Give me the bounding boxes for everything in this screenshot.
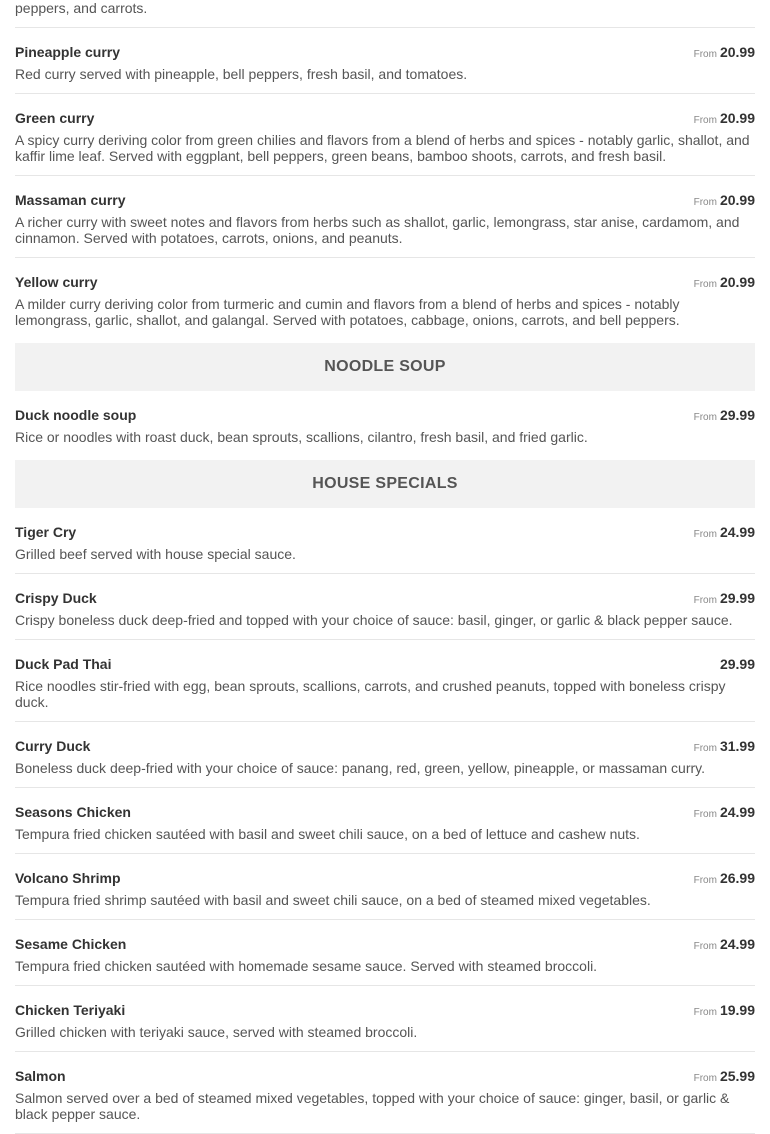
price-from-label: From [693, 809, 717, 820]
price-value: 20.99 [719, 274, 755, 290]
menu-item[interactable] [15, 788, 755, 854]
menu-item[interactable] [15, 258, 755, 343]
price-value: 25.99 [719, 1068, 755, 1084]
price-value: 24.99 [719, 804, 755, 820]
menu-item[interactable] [15, 722, 755, 788]
item-name: Duck noodle soup [15, 407, 137, 423]
item-price [694, 737, 755, 758]
item-description: peppers, and carrots. [15, 0, 148, 16]
price-from-label: From [693, 529, 717, 540]
item-price [717, 655, 755, 676]
price-from-label: From [693, 875, 717, 886]
item-name: Chicken Teriyaki [15, 1002, 126, 1018]
item-price [694, 589, 755, 610]
price-from-label: From [693, 743, 717, 754]
price-from-label: From [693, 115, 717, 126]
price-value: 31.99 [719, 738, 755, 754]
price-value: 19.99 [719, 1002, 755, 1018]
item-name: Green curry [15, 110, 95, 126]
menu-item[interactable] [15, 28, 755, 94]
item-name: Crispy Duck [15, 590, 97, 606]
item-name: Seasons Chicken [15, 804, 131, 820]
item-name: Duck Pad Thai [15, 656, 112, 672]
item-description: Boneless duck deep-fried with your choice of sauce: panang, red, green, yellow, pineapple, or massaman curry. [15, 760, 706, 776]
menu-item[interactable] [15, 854, 755, 920]
item-name: Sesame Chicken [15, 936, 127, 952]
menu-item[interactable] [15, 176, 755, 258]
item-price [694, 869, 755, 890]
menu-item[interactable] [15, 406, 755, 460]
menu-item[interactable] [15, 94, 755, 176]
item-price [694, 406, 755, 427]
item-description: Tempura fried chicken sautéed with homemade sesame sauce. Served with steamed broccoli. [15, 958, 598, 974]
item-price [694, 803, 755, 824]
price-from-label: From [693, 197, 717, 208]
price-value: 24.99 [719, 524, 755, 540]
item-price [694, 109, 755, 130]
item-description: Salmon served over a bed of steamed mixed vegetables, topped with your choice of sauce: ginger, basil, or garlic & black pepper sauce. [15, 1090, 730, 1122]
menu-list [15, 0, 755, 1134]
menu-item[interactable] [15, 523, 755, 574]
price-from-label: From [693, 49, 717, 60]
item-price [694, 191, 755, 212]
price-from-label: From [693, 279, 717, 290]
item-description: Grilled chicken with teriyaki sauce, served with steamed broccoli. [15, 1024, 418, 1040]
menu-section-curries [15, 0, 755, 343]
price-value: 29.99 [719, 656, 755, 672]
menu-section-noodle-soup [15, 343, 755, 460]
item-description: Tempura fried chicken sautéed with basil and sweet chili sauce, on a bed of lettuce and cashew nuts. [15, 826, 640, 842]
price-from-label: From [693, 1073, 717, 1084]
item-price [694, 1067, 755, 1088]
menu-item[interactable] [15, 0, 755, 28]
item-description: Rice noodles stir-fried with egg, bean sprouts, scallions, carrots, and crushed peanuts, topped with boneless crispy duck. [15, 678, 726, 710]
item-price [694, 1001, 755, 1022]
item-description: Red curry served with pineapple, bell peppers, fresh basil, and tomatoes. [15, 66, 468, 82]
item-name: Tiger Cry [15, 524, 77, 540]
item-name: Curry Duck [15, 738, 91, 754]
menu-item[interactable] [15, 986, 755, 1052]
section-heading: NOODLE SOUP [15, 343, 755, 391]
item-description: Rice or noodles with roast duck, bean sprouts, scallions, cilantro, fresh basil, and fried garlic. [15, 429, 588, 445]
item-price [694, 273, 755, 294]
item-description: A milder curry deriving color from turmeric and cumin and flavors from a blend of herbs and spices - notably lemongrass, garlic, shallot, and galangal. Served with potatoes, cabbage, onions, carrots, and bell peppers. [15, 296, 680, 328]
item-price [694, 935, 755, 956]
price-from-label: From [693, 595, 717, 606]
item-name: Yellow curry [15, 274, 98, 290]
price-value: 29.99 [719, 407, 755, 423]
menu-item[interactable] [15, 640, 755, 722]
price-value: 29.99 [719, 590, 755, 606]
menu-section-house-specials [15, 460, 755, 1134]
menu-item[interactable] [15, 920, 755, 986]
price-value: 20.99 [719, 110, 755, 126]
item-name: Salmon [15, 1068, 66, 1084]
section-heading: HOUSE SPECIALS [15, 460, 755, 508]
price-from-label: From [693, 1007, 717, 1018]
item-description: A richer curry with sweet notes and flavors from herbs such as shallot, garlic, lemongrass, star anise, cardamom, and cinnamon. Served with potatoes, carrots, onions, and peanuts. [15, 214, 740, 246]
item-description: Crispy boneless duck deep-fried and topped with your choice of sauce: basil, ginger, or garlic & black pepper sauce. [15, 612, 733, 628]
menu-item[interactable] [15, 574, 755, 640]
item-description: Grilled beef served with house special sauce. [15, 546, 296, 562]
menu-item[interactable] [15, 1052, 755, 1134]
price-value: 20.99 [719, 192, 755, 208]
price-from-label: From [693, 941, 717, 952]
item-description: A spicy curry deriving color from green chilies and flavors from a blend of herbs and spices - notably garlic, shallot, and kaffir lime leaf. Served with eggplant, bell peppers, green beans, bamboo shoots, carrots, and fresh basil. [15, 132, 750, 164]
price-value: 26.99 [719, 870, 755, 886]
price-from-label: From [693, 412, 717, 423]
item-name: Volcano Shrimp [15, 870, 121, 886]
item-description: Tempura fried shrimp sautéed with basil and sweet chili sauce, on a bed of steamed mixed vegetables. [15, 892, 651, 908]
price-value: 20.99 [719, 44, 755, 60]
price-value: 24.99 [719, 936, 755, 952]
item-price [694, 523, 755, 544]
item-price [694, 43, 755, 64]
item-name: Pineapple curry [15, 44, 121, 60]
item-name: Massaman curry [15, 192, 126, 208]
